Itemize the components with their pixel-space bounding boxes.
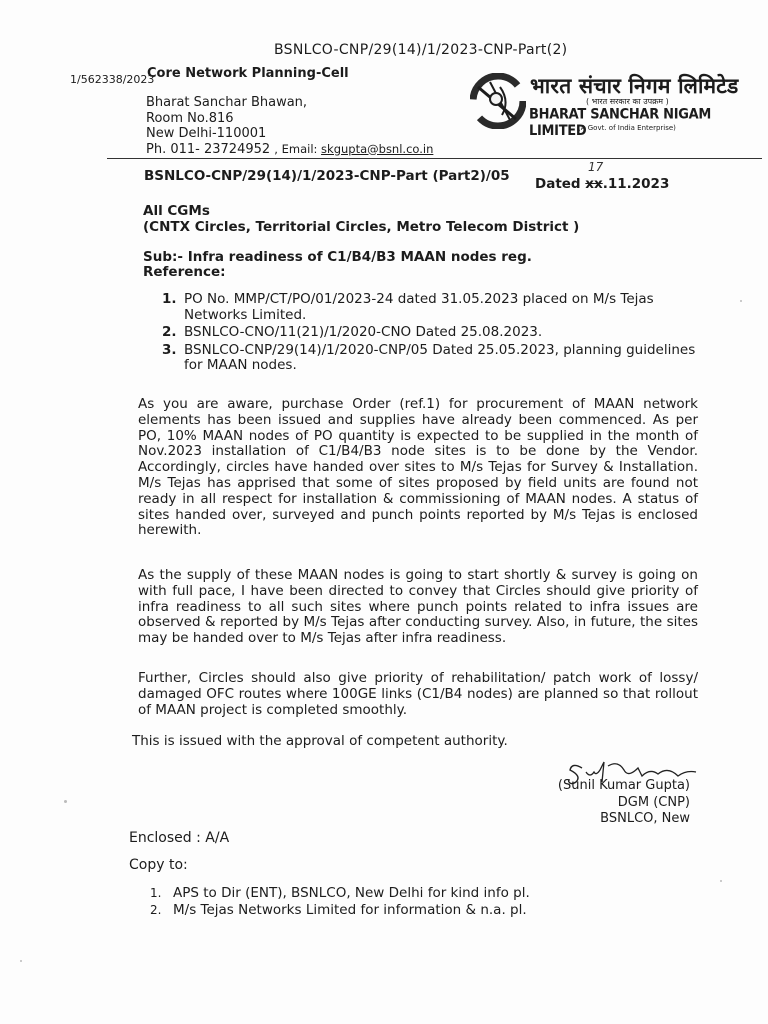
org-name-english: BHARAT SANCHAR NIGAM LIMITED — [529, 106, 712, 140]
list-number: 2. — [162, 324, 177, 340]
bsnl-logo-icon — [470, 73, 526, 129]
copy-to-list — [150, 885, 530, 919]
scan-speck — [720, 880, 722, 882]
header-divider — [107, 158, 762, 159]
scan-speck — [64, 800, 67, 803]
body-paragraph: As the supply of these MAAN nodes is going to start shortly & survey is going on with full pace, I have been directed to convey that Circles should give priority of infra readiness to all such sites where punch points related to infra issues are observed & reported by M/s Tejas after conducting survey. Also, in future, the sites may be handed over to M/s Tejas after infra readiness. — [138, 567, 698, 647]
list-item — [150, 902, 530, 919]
copy-to-label: Copy to: — [129, 857, 188, 873]
signatory-name: (Sunil Kumar Gupta) — [557, 778, 690, 793]
reference-list — [162, 292, 702, 376]
org-subtitle-hindi: ( भारत सरकार का उपक्रम ) — [586, 97, 669, 106]
scan-speck — [740, 300, 742, 302]
dated-value: .11.2023 — [602, 176, 670, 192]
list-text: BSNLCO-CNP/29(14)/1/2020-CNP/05 Dated 25.05.2023, planning guidelines for MAAN nodes. — [184, 341, 696, 373]
list-text: BSNLCO-CNO/11(21)/1/2020-CNO Dated 25.08.2023. — [184, 324, 543, 340]
list-item — [162, 325, 702, 341]
letter-date — [535, 176, 669, 192]
addressee — [143, 203, 579, 235]
signatory-office: BSNLCO, New — [600, 811, 690, 826]
list-number: 1. — [162, 291, 177, 307]
list-item — [162, 343, 702, 374]
approval-note: This is issued with the approval of competent authority. — [132, 733, 508, 749]
handwritten-day: 17 — [588, 160, 604, 174]
list-number: 2. — [150, 903, 162, 917]
address-line: Room No.816 — [146, 110, 234, 126]
list-text: APS to Dir (ENT), BSNLCO, New Delhi for kind info pl. — [173, 885, 530, 901]
list-number: 1. — [150, 886, 162, 900]
dated-label: Dated — [535, 176, 586, 192]
signatory — [552, 778, 690, 828]
list-item — [162, 292, 702, 323]
dated-struck: xx — [585, 176, 603, 192]
phone: Ph. 011- 23724952 — [146, 141, 271, 157]
scan-speck — [20, 960, 22, 962]
addressee-line: (CNTX Circles, Territorial Circles, Metro Telecom District ) — [143, 219, 580, 235]
org-name-hindi: भारत संचार निगम लिमिटेड — [530, 74, 739, 98]
email-link[interactable]: skgupta@bsnl.co.in — [321, 141, 434, 156]
body-paragraph: As you are aware, purchase Order (ref.1) for procurement of MAAN network elements has been issued and supplies have already been commenced. As per PO, 10% MAAN nodes of PO quantity is expected to be supplied in the month of Nov.2023 installation of C1/B4/B3 node sites is to be done by the Vendor. Accordingly, circles have handed over sites to M/s Tejas for Survey & Installation. M/s Tejas has apprised that some of sites proposed by field units are found not ready in all respect for installation & commissioning of MAAN nodes. A status of sites handed over, surveyed and punch points reported by M/s Tejas is enclosed herewith. — [138, 396, 698, 539]
enclosure-note: Enclosed : A/A — [129, 830, 230, 846]
list-text: PO No. MMP/CT/PO/01/2023-24 dated 31.05.2023 placed on M/s Tejas Networks Limited. — [184, 291, 654, 323]
address-line: Bharat Sanchar Bhawan, — [146, 95, 308, 110]
body-paragraph: Further, Circles should also give priority of rehabilitation/ patch work of lossy/ damaged OFC routes where 100GE links (C1/B4 nodes) are planned so that rollout of MAAN project is completed smoothly. — [138, 670, 698, 718]
diary-number: 1/562338/2023 — [70, 73, 155, 86]
list-number: 3. — [162, 341, 177, 358]
list-text: M/s Tejas Networks Limited for information & n.a. pl. — [173, 902, 527, 918]
contact-line — [146, 142, 433, 158]
subject-block — [143, 250, 532, 280]
sender-cell: Core Network Planning-Cell — [147, 66, 349, 81]
email-label: , Email: — [274, 141, 322, 156]
letter-number: BSNLCO-CNP/29(14)/1/2023-CNP-Part (Part2)/05 — [144, 168, 510, 184]
sender-address — [146, 95, 433, 157]
reference-label: Reference: — [143, 264, 226, 280]
org-subtitle-english: (A Govt. of India Enterprise) — [578, 124, 676, 132]
subject: Sub:- Infra readiness of C1/B4/B3 MAAN nodes reg. — [143, 249, 532, 265]
file-reference: BSNLCO-CNP/29(14)/1/2023-CNP-Part(2) — [274, 42, 568, 58]
list-item — [150, 885, 530, 902]
signatory-designation: DGM (CNP) — [617, 794, 690, 810]
address-line: New Delhi-110001 — [146, 126, 267, 141]
addressee-line: All CGMs — [143, 203, 210, 219]
